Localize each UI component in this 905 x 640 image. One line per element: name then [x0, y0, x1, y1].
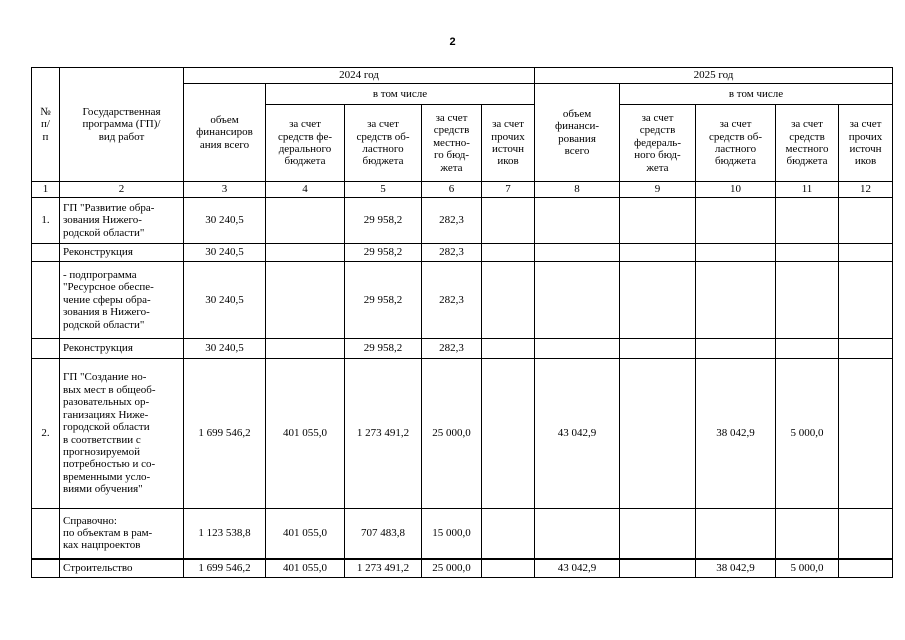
header-federal-2024: за счет средств фе- дерального бюджета	[266, 105, 345, 182]
amount-cell: 29 958,2	[345, 262, 422, 339]
amount-cell: 282,3	[422, 262, 482, 339]
header-including-2025: в том числе	[620, 84, 893, 105]
header-other-2025: за счет прочих источн иков	[839, 105, 893, 182]
column-number: 3	[184, 182, 266, 198]
table-row	[32, 198, 893, 244]
amount-cell	[266, 339, 345, 359]
program-name-cell: Реконструкция	[60, 339, 184, 359]
column-number: 2	[60, 182, 184, 198]
amount-cell	[620, 359, 696, 509]
amount-cell	[776, 244, 839, 262]
amount-cell: 29 958,2	[345, 244, 422, 262]
amount-cell	[620, 244, 696, 262]
amount-cell	[482, 262, 535, 339]
amount-cell: 5 000,0	[776, 559, 839, 578]
amount-cell	[482, 198, 535, 244]
header-program: Государственная программа (ГП)/ вид работ	[60, 68, 184, 182]
column-number: 7	[482, 182, 535, 198]
header-local-2024: за счет средств местно- го бюд- жета	[422, 105, 482, 182]
amount-cell	[696, 339, 776, 359]
row-number-cell	[32, 559, 60, 578]
amount-cell: 401 055,0	[266, 509, 345, 559]
amount-cell	[776, 198, 839, 244]
amount-cell	[620, 559, 696, 578]
amount-cell	[535, 509, 620, 559]
amount-cell	[266, 262, 345, 339]
amount-cell	[482, 509, 535, 559]
amount-cell: 25 000,0	[422, 359, 482, 509]
column-number: 8	[535, 182, 620, 198]
amount-cell	[839, 339, 893, 359]
amount-cell	[776, 339, 839, 359]
row-number-cell	[32, 509, 60, 559]
amount-cell	[620, 198, 696, 244]
header-including-2024: в том числе	[266, 84, 535, 105]
amount-cell: 282,3	[422, 339, 482, 359]
amount-cell	[620, 339, 696, 359]
amount-cell: 38 042,9	[696, 559, 776, 578]
amount-cell	[535, 339, 620, 359]
amount-cell: 30 240,5	[184, 198, 266, 244]
header-year-2024: 2024 год	[184, 68, 535, 84]
table-row	[32, 244, 893, 262]
program-name-cell: Справочно: по объектам в рам- ках нацпроектов	[60, 509, 184, 559]
amount-cell	[266, 244, 345, 262]
amount-cell: 282,3	[422, 198, 482, 244]
row-number-cell: 1.	[32, 198, 60, 244]
amount-cell	[839, 244, 893, 262]
program-name-cell: Строительство	[60, 559, 184, 578]
table-row	[32, 559, 893, 578]
table-row	[32, 262, 893, 339]
amount-cell: 15 000,0	[422, 509, 482, 559]
program-name-cell: ГП "Развитие обра- зования Нижего- родской области"	[60, 198, 184, 244]
header-total-2025: объем финанси- рования всего	[535, 84, 620, 182]
table-body	[32, 198, 893, 578]
financing-table	[31, 67, 893, 578]
amount-cell: 401 055,0	[266, 559, 345, 578]
row-number-cell	[32, 339, 60, 359]
amount-cell: 1 273 491,2	[345, 559, 422, 578]
column-number: 9	[620, 182, 696, 198]
column-number: 1	[32, 182, 60, 198]
column-number: 10	[696, 182, 776, 198]
amount-cell	[839, 509, 893, 559]
table-row	[32, 339, 893, 359]
amount-cell: 25 000,0	[422, 559, 482, 578]
table-row	[32, 359, 893, 509]
amount-cell	[535, 262, 620, 339]
header-year-2025: 2025 год	[535, 68, 893, 84]
amount-cell	[839, 262, 893, 339]
amount-cell	[535, 244, 620, 262]
header-no: № п/ п	[32, 68, 60, 182]
amount-cell	[482, 244, 535, 262]
amount-cell	[482, 359, 535, 509]
amount-cell: 29 958,2	[345, 198, 422, 244]
column-number: 6	[422, 182, 482, 198]
column-number: 5	[345, 182, 422, 198]
row-number-cell: 2.	[32, 359, 60, 509]
header-total-2024: объем финансиров ания всего	[184, 84, 266, 182]
program-name-cell: - подпрограмма "Ресурсное обеспе- чение сферы обра- зования в Нижего- родской области"	[60, 262, 184, 339]
amount-cell	[776, 262, 839, 339]
amount-cell	[266, 198, 345, 244]
column-number-row	[32, 182, 893, 198]
amount-cell	[482, 559, 535, 578]
amount-cell	[696, 244, 776, 262]
amount-cell: 38 042,9	[696, 359, 776, 509]
row-number-cell	[32, 244, 60, 262]
amount-cell	[482, 339, 535, 359]
page-number: 2	[449, 36, 456, 48]
header-local-2025: за счет средств местного бюджета	[776, 105, 839, 182]
column-number: 4	[266, 182, 345, 198]
column-number: 12	[839, 182, 893, 198]
amount-cell: 43 042,9	[535, 559, 620, 578]
column-number: 11	[776, 182, 839, 198]
amount-cell	[620, 509, 696, 559]
amount-cell: 1 699 546,2	[184, 559, 266, 578]
amount-cell	[620, 262, 696, 339]
amount-cell: 43 042,9	[535, 359, 620, 509]
amount-cell	[696, 198, 776, 244]
header-federal-2025: за счет средств федераль- ного бюд- жета	[620, 105, 696, 182]
amount-cell: 707 483,8	[345, 509, 422, 559]
program-name-cell: Реконструкция	[60, 244, 184, 262]
amount-cell: 30 240,5	[184, 244, 266, 262]
amount-cell: 5 000,0	[776, 359, 839, 509]
amount-cell: 30 240,5	[184, 262, 266, 339]
header-regional-2025: за счет средств об- ластного бюджета	[696, 105, 776, 182]
table-row	[32, 509, 893, 559]
row-number-cell	[32, 262, 60, 339]
amount-cell: 29 958,2	[345, 339, 422, 359]
amount-cell: 1 123 538,8	[184, 509, 266, 559]
amount-cell	[839, 198, 893, 244]
amount-cell	[696, 262, 776, 339]
amount-cell	[696, 509, 776, 559]
amount-cell: 1 273 491,2	[345, 359, 422, 509]
amount-cell	[839, 359, 893, 509]
program-name-cell: ГП "Создание но- вых мест в общеоб- разовательных ор- ганизациях Ниже- городской области в соответствии с прогнозируемой потребностью и со- временными усло- виями обучения"	[60, 359, 184, 509]
amount-cell	[839, 559, 893, 578]
header-regional-2024: за счет средств об- ластного бюджета	[345, 105, 422, 182]
header-other-2024: за счет прочих источн иков	[482, 105, 535, 182]
amount-cell: 30 240,5	[184, 339, 266, 359]
amount-cell	[535, 198, 620, 244]
amount-cell: 282,3	[422, 244, 482, 262]
amount-cell	[776, 509, 839, 559]
amount-cell: 1 699 546,2	[184, 359, 266, 509]
amount-cell: 401 055,0	[266, 359, 345, 509]
